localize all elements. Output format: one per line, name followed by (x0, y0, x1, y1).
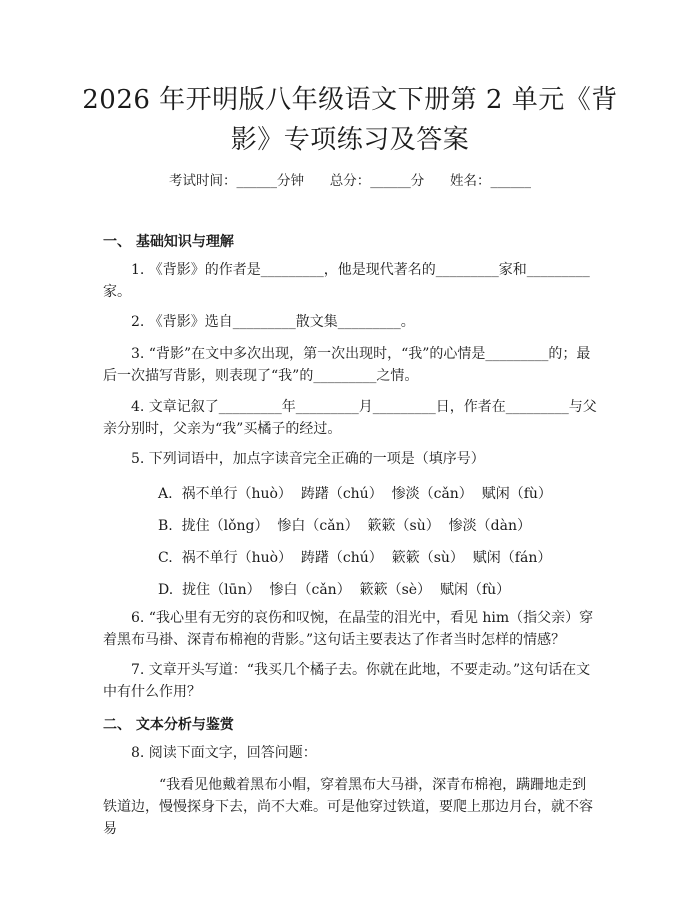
question-5-option-a: A. 祸不单行（huò） 踌躇（chú） 惨淡（cǎn） 赋闲（fù） (158, 486, 552, 502)
question-5: 5. 下列词语中，加点字读音完全正确的一项是（填序号） (131, 451, 485, 467)
question-3: 3. “背影”在文中多次出现，第一次出现时，“我”的心情是_________的；最后一次描写背影，则表现了“我”的_________之情。 (103, 346, 591, 384)
section-heading-1: 一、 基础知识与理解 (103, 234, 234, 250)
question-5-option-b: B. 拢住（lǒng） 惨白（cǎn） 簌簌（sù） 惨淡（dàn） (158, 518, 531, 534)
question-4: 4. 文章记叙了_________年_________月_________日，作者在_________与父亲分别时，父亲为“我”买橘子的经过。 (103, 399, 597, 437)
section-heading-2: 二、 文本分析与鉴赏 (103, 717, 234, 733)
question-8: 8. 阅读下面文字，回答问题： (131, 745, 317, 761)
document-title-line-2: 影》专项练习及答案 (230, 125, 470, 155)
question-5-option-d: D. 拢住（lūn） 惨白（cǎn） 簌簌（sè） 赋闲（fù） (158, 582, 511, 598)
exam-meta-info: 考试时间：______分钟 总分：______分 姓名：______ (169, 173, 531, 189)
question-2: 2. 《背影》选自_________散文集_________。 (131, 314, 415, 330)
document-title-line-1: 2026 年开明版八年级语文下册第 2 单元《背 (82, 85, 618, 115)
question-1: 1. 《背影》的作者是_________，他是现代著名的_________家和_________家。 (103, 262, 590, 300)
question-5-option-c: C. 祸不单行（huò） 踌躇（chú） 簌簌（sù） 赋闲（fán） (158, 550, 552, 566)
question-7: 7. 文章开头写道：“我买几个橘子去。你就在此地，不要走动。”这句话在文中有什么作用？ (103, 662, 591, 700)
reading-passage: “我看见他戴着黑布小帽，穿着黑布大马褂，深青布棉袍，蹒跚地走到铁道边，慢慢探身下去，尚不大难。可是他穿过铁道，要爬上那边月台，就不容易 (103, 777, 593, 837)
question-6: 6. “我心里有无穷的哀伤和叹惋，在晶莹的泪光中，看见 him（指父亲）穿着黑布马褂、深青布棉袍的背影。”这句话主要表达了作者当时怎样的情感？ (103, 610, 594, 648)
